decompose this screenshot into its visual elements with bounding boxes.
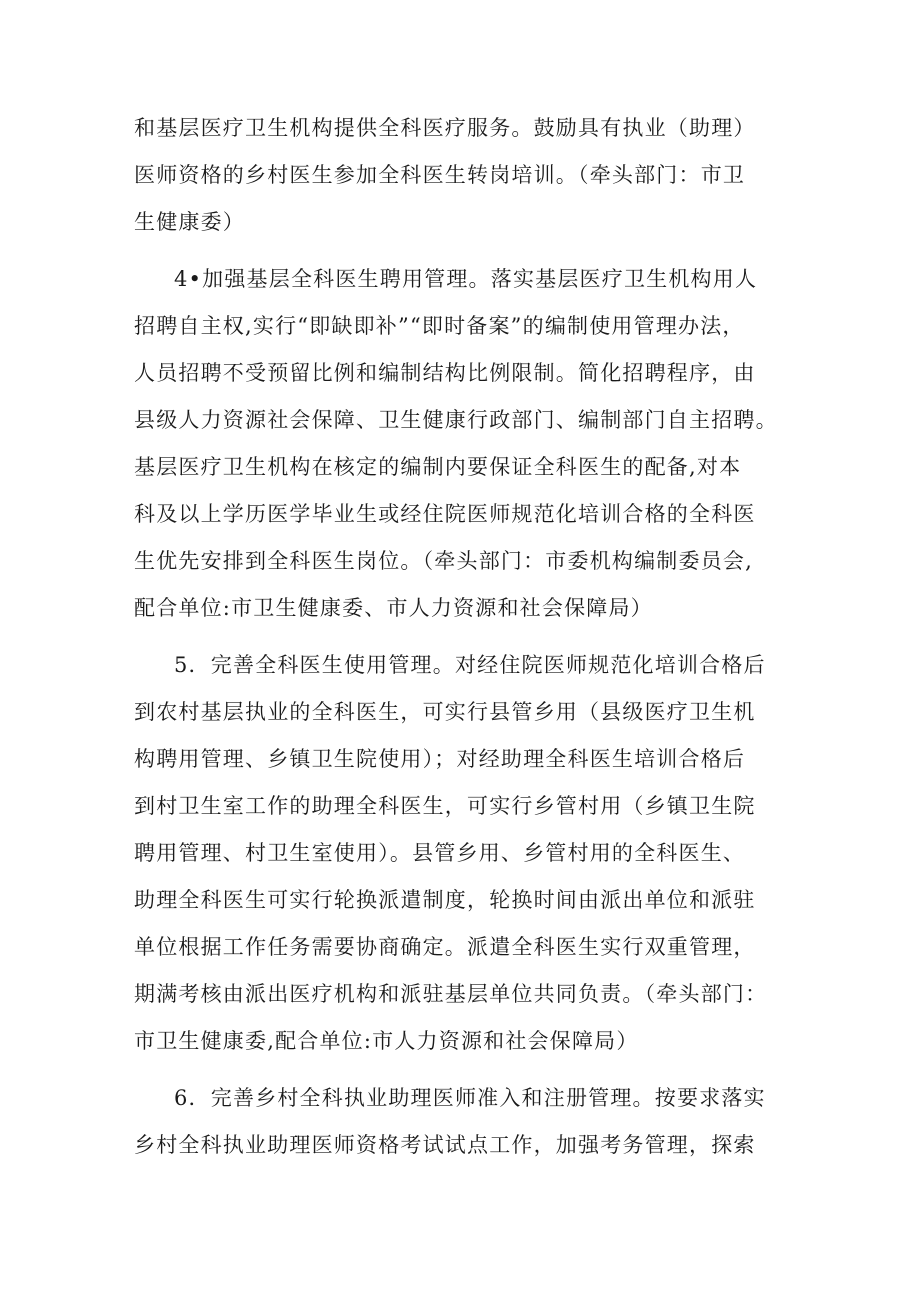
text-line: 县级人力资源社会保障、卫生健康行政部门、编制部门自主招聘。 (134, 408, 778, 432)
text-line: 期满考核由派出医疗机构和派驻基层单位共同负责。（牵头部门： (134, 982, 768, 1006)
text-line: 单位根据工作任务需要协商确定。派遣全科医生实行双重管理， (134, 935, 756, 959)
text-line: 生健康委） (134, 210, 245, 234)
text-line: 科及以上学历医学毕业生或经住院医师规范化培训合格的全科医 (134, 502, 756, 526)
text-line: 和基层医疗卫生机构提供全科医疗服务。鼓励具有执业（助理） (134, 116, 756, 140)
text-line: 生优先安排到全科医生岗位。（牵头部门：市委机构编制委员会, (134, 549, 753, 573)
text-line: 到村卫生室工作的助理全科医生，可实行乡管村用（乡镇卫生院 (134, 794, 756, 818)
text-line: 构聘用管理、乡镇卫生院使用）；对经助理全科医生培训合格后 (134, 747, 746, 771)
paragraph-6-start: 6．完善乡村全科执业助理医师准入和注册管理。按要求落实 (174, 1086, 766, 1110)
text-line: 乡村全科执业助理医师资格考试试点工作，加强考务管理，探索 (134, 1133, 756, 1157)
text-line: 基层医疗卫生机构在核定的编制内要保证全科医生的配备,对本 (134, 455, 742, 479)
text-line: 配合单位:市卫生健康委、市人力资源和社会保障局） (134, 596, 653, 620)
text-line: 聘用管理、村卫生室使用）。县管乡用、乡管村用的全科医生、 (134, 841, 746, 865)
paragraph-4-start: 4•加强基层全科医生聘用管理。落实基层医疗卫生机构用人 (174, 267, 758, 291)
text-line: 人员招聘不受预留比例和编制结构比例限制。简化招聘程序，由 (134, 361, 756, 385)
text-line: 助理全科医生可实行轮换派遣制度，轮换时间由派出单位和派驻 (134, 888, 756, 912)
text-line: 医师资格的乡村医生参加全科医生转岗培训。（牵头部门：市卫 (134, 163, 746, 187)
text-line: 到农村基层执业的全科医生，可实行县管乡用（县级医疗卫生机 (134, 700, 756, 724)
text-line: 招聘自主权,实行“即缺即补”“即时备案”的编制使用管理办法， (134, 314, 745, 338)
paragraph-5-start: 5．完善全科医生使用管理。对经住院医师规范化培训合格后 (174, 653, 766, 677)
text-line: 市卫生健康委,配合单位:市人力资源和社会保障局） (134, 1029, 639, 1053)
